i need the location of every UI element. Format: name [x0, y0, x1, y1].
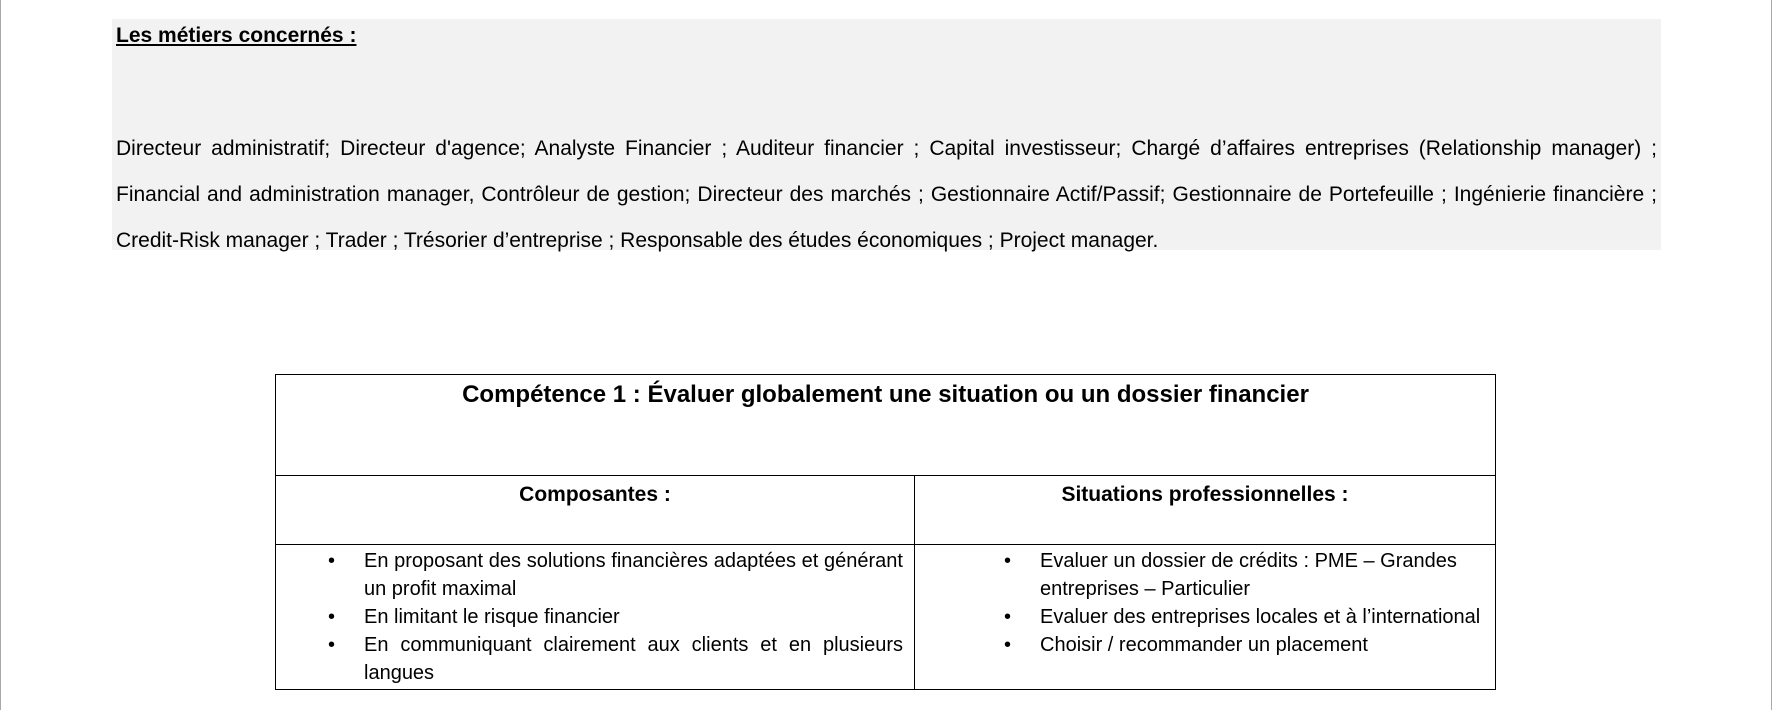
- competence-title: Compétence 1 : Évaluer globalement une situation ou un dossier financier: [462, 381, 1309, 408]
- bullet-icon: •: [328, 550, 336, 572]
- bullet-icon: •: [328, 634, 336, 656]
- composantes-header: Composantes :: [519, 483, 671, 506]
- list-item: [1004, 547, 1490, 603]
- list-item-text: Evaluer des entreprises locales et à l’international: [1040, 606, 1481, 628]
- metiers-heading: Les métiers concernés :: [116, 24, 357, 47]
- metiers-list-paragraph: Directeur administratif; Directeur d'agence; Analyste Financier ; Auditeur financier ; Capital investisseur; Chargé d’affaires entreprises (Relationship manager) ; Financial and administration manager, Contrôleur de gestion; Directeur des marchés ; Gestionnaire Actif/Passif; Gestionnaire de Portefeuille ; Ingénierie financière ; Credit-Risk manager ; Trader ; Trésorier d’entreprise ; Responsable des études économiques ; Project manager.: [116, 137, 1657, 252]
- list-item: [1004, 631, 1490, 659]
- bullet-icon: •: [328, 606, 336, 628]
- composantes-list: [328, 547, 903, 687]
- bullet-icon: •: [1004, 606, 1012, 628]
- list-item-text: Choisir / recommander un placement: [1040, 634, 1368, 656]
- list-item: [328, 631, 903, 687]
- list-item-text: En communiquant clairement aux clients et en plusieurs langues: [364, 634, 903, 684]
- list-item: [328, 603, 903, 631]
- competence-title-row: [276, 375, 1495, 476]
- list-item-text: En proposant des solutions financières adaptées et générant un profit maximal: [364, 550, 903, 600]
- situations-header: Situations professionnelles :: [1061, 483, 1349, 506]
- column-divider: [914, 476, 915, 690]
- competence-table: [275, 374, 1496, 690]
- situations-list: [1004, 547, 1490, 659]
- list-item-text: En limitant le risque financier: [364, 606, 620, 628]
- header-row-divider: [276, 544, 1495, 545]
- page-border-left: [0, 0, 1, 710]
- bullet-icon: •: [1004, 550, 1012, 572]
- bullet-icon: •: [1004, 634, 1012, 656]
- metiers-section: [112, 19, 1661, 250]
- list-item: [328, 547, 903, 603]
- list-item-text: Evaluer un dossier de crédits : PME – Grandes entreprises – Particulier: [1040, 550, 1457, 600]
- list-item: [1004, 603, 1490, 631]
